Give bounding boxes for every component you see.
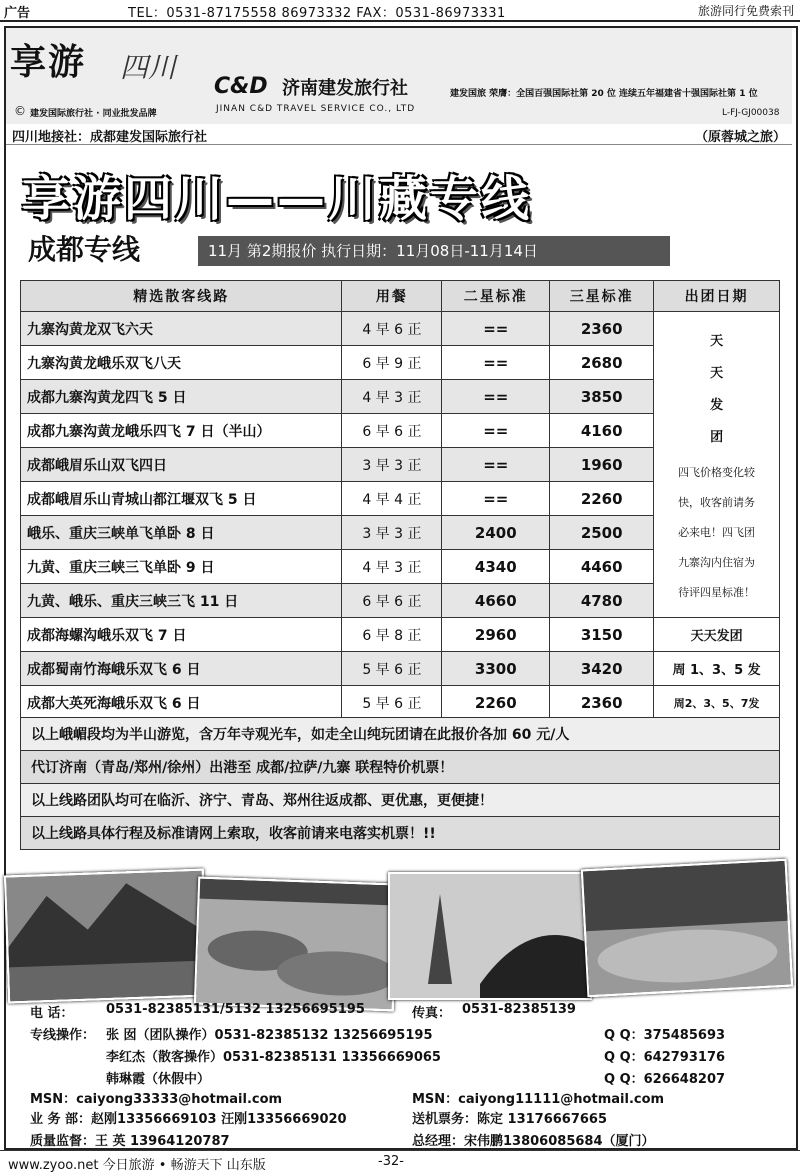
depart-line: 发	[710, 398, 724, 413]
photo-strip	[6, 858, 792, 1000]
brand-line: 建发国际旅行社 · 同业批发品牌	[30, 109, 157, 119]
meal: 4 早 6 正	[342, 312, 442, 346]
header-three-star: 三星标准	[550, 281, 654, 312]
three-star-price: 3150	[550, 618, 654, 652]
operator-2: 李红杰（散客操作）0531-82385131 13356669065	[106, 1050, 441, 1065]
operator-1-qq: Q Q：375485693	[604, 1028, 726, 1043]
meal: 6 早 6 正	[342, 584, 442, 618]
page-number: -32-	[378, 1154, 404, 1169]
logo-main: 享游	[10, 41, 87, 83]
meal: 6 早 8 正	[342, 618, 442, 652]
meal: 3 早 3 正	[342, 448, 442, 482]
honor-text: 建发国旅 荣膺：全国百强国际社第 20 位 连续五年福建省十强国际社第 1 位	[450, 89, 758, 99]
price-period: 11月 第2期报价 执行日期：11月08日-11月14日	[198, 236, 670, 266]
logo-sub: 四川	[120, 51, 177, 84]
copyright-icon: ©	[14, 104, 26, 118]
table-row	[21, 618, 780, 652]
operator-2-qq: Q Q：642793176	[604, 1050, 726, 1065]
route-name: 九黄、峨乐、重庆三峡三飞 11 日	[21, 584, 342, 618]
route-name: 成都大英死海峨乐双飞 6 日	[21, 686, 342, 720]
note-line: 代订济南（青岛/郑州/徐州）出港至 成都/拉萨/九寨 联程特价机票！	[20, 750, 780, 784]
table-row	[21, 652, 780, 686]
two-star-price: 2260	[442, 686, 550, 720]
route-name: 成都九寨沟黄龙四飞 5 日	[21, 380, 342, 414]
quality-supervision: 质量监督：王 英 13964120787	[30, 1134, 230, 1149]
local-agency: 四川地接社：成都建发国际旅行社	[12, 130, 208, 145]
subtitle: 成都专线	[28, 233, 141, 266]
three-star-price: 3420	[550, 652, 654, 686]
two-star-price: ==	[442, 380, 550, 414]
route-name: 成都海螺沟峨乐双飞 7 日	[21, 618, 342, 652]
meal: 6 早 6 正	[342, 414, 442, 448]
ticket-service: 送机票务：陈定 13176667665	[412, 1112, 608, 1127]
meal: 5 早 6 正	[342, 686, 442, 720]
route-name: 成都蜀南竹海峨乐双飞 6 日	[21, 652, 342, 686]
route-name: 九黄、重庆三峡三飞单卧 9 日	[21, 550, 342, 584]
general-manager: 总经理：宋伟鹏13806085684（厦门）	[412, 1134, 655, 1149]
two-star-price: ==	[442, 482, 550, 516]
three-star-price: 4160	[550, 414, 654, 448]
header-depart: 出团日期	[654, 281, 780, 312]
depart-note-line: 九寨沟内住宿为	[678, 556, 756, 569]
table-header-row	[21, 281, 780, 312]
depart-cell: 天天发团	[654, 618, 780, 652]
three-star-price: 4780	[550, 584, 654, 618]
meal: 4 早 4 正	[342, 482, 442, 516]
photo-huanglong-pools	[194, 877, 398, 1012]
ops-label: 专线操作：	[30, 1028, 96, 1043]
two-star-price: 2960	[442, 618, 550, 652]
depart-daily-cell	[654, 312, 780, 618]
three-star-price: 2680	[550, 346, 654, 380]
notes-block	[20, 718, 780, 850]
three-star-price: 4460	[550, 550, 654, 584]
phone-label: 电 话：	[30, 1006, 74, 1021]
meal: 4 早 3 正	[342, 380, 442, 414]
table-row	[21, 686, 780, 720]
three-star-price: 2360	[550, 312, 654, 346]
cd-logo: C&D	[214, 74, 268, 99]
depart-note-line: 必来电！四飞团	[678, 526, 756, 539]
header-route: 精选散客线路	[21, 281, 342, 312]
topbar-right-text: 旅游同行免费索刊	[697, 4, 794, 18]
two-star-price: 3300	[442, 652, 550, 686]
phone-number: 0531-82385131/5132 13256695195	[106, 1002, 365, 1017]
two-star-price: ==	[442, 448, 550, 482]
lake-image	[583, 861, 791, 995]
footer	[0, 1150, 800, 1173]
depart-note-line: 待评四星标准！	[678, 586, 756, 599]
depart-line: 团	[710, 430, 724, 445]
photo-jiuzhai-lake	[581, 859, 793, 998]
two-star-price: 2400	[442, 516, 550, 550]
depart-cell: 周2、3、5、7发	[654, 686, 780, 720]
two-star-price: 4660	[442, 584, 550, 618]
two-star-price: ==	[442, 312, 550, 346]
company-name: 济南建发旅行社	[282, 78, 408, 99]
depart-note-line: 四飞价格变化较	[678, 466, 756, 479]
three-star-price: 2360	[550, 686, 654, 720]
fax-label: 传真：	[412, 1006, 452, 1021]
meal: 3 早 3 正	[342, 516, 442, 550]
route-name: 九寨沟黄龙峨乐双飞八天	[21, 346, 342, 380]
table-row	[21, 312, 780, 346]
tagline: （原蓉城之旅）	[694, 130, 786, 145]
depart-cell: 周 1、3、5 发	[654, 652, 780, 686]
header-meal: 用餐	[342, 281, 442, 312]
depart-line: 天	[710, 334, 724, 349]
photo-mountain-lake	[4, 869, 208, 1004]
depart-line: 天	[710, 366, 724, 381]
route-name: 成都九寨沟黄龙峨乐四飞 7 日（半山）	[21, 414, 342, 448]
meal: 4 早 3 正	[342, 550, 442, 584]
photo-golden-summit	[388, 872, 592, 1000]
note-line: 以上线路团队均可在临沂、济宁、青岛、郑州往返成都、更优惠，更便捷！	[20, 783, 780, 817]
route-name: 九寨沟黄龙双飞六天	[21, 312, 342, 346]
header-two-star: 二星标准	[442, 281, 550, 312]
company-name-en: JINAN C&D TRAVEL SERVICE CO., LTD	[216, 104, 416, 114]
two-star-price: ==	[442, 414, 550, 448]
business-dept: 业 务 部：赵刚13356669103 汪刚13356669020	[30, 1112, 347, 1127]
depart-note-line: 快，收客前请务	[678, 496, 756, 509]
mountain-lake-image	[6, 871, 206, 1002]
temple-image	[390, 874, 590, 998]
meal: 5 早 6 正	[342, 652, 442, 686]
pools-image	[196, 879, 396, 1010]
msn-1: MSN：caiyong33333@hotmail.com	[30, 1092, 283, 1107]
two-star-price: ==	[442, 346, 550, 380]
route-table	[20, 280, 780, 720]
note-line: 以上线路具体行程及标准请网上索取，收客前请来电落实机票！!!	[20, 816, 780, 850]
ad-label: 广告	[4, 6, 31, 21]
meal: 6 早 9 正	[342, 346, 442, 380]
license-number: L-FJ-GJ00038	[722, 108, 780, 118]
three-star-price: 1960	[550, 448, 654, 482]
three-star-price: 3850	[550, 380, 654, 414]
topbar-contact: TEL：0531-87175558 86973332 FAX：0531-86973331	[128, 6, 506, 21]
route-name: 峨乐、重庆三峡单飞单卧 8 日	[21, 516, 342, 550]
two-star-price: 4340	[442, 550, 550, 584]
operator-3-qq: Q Q：626648207	[604, 1072, 726, 1087]
main-title: 享游四川——川藏专线	[22, 171, 533, 227]
fax-number: 0531-82385139	[462, 1002, 576, 1017]
route-name: 成都峨眉乐山双飞四日	[21, 448, 342, 482]
operator-1: 张 囡（团队操作）0531-82385132 13256695195	[106, 1028, 433, 1043]
note-line: 以上峨嵋段均为半山游览，含万年寺观光车，如走全山纯玩团请在此报价各加 60 元/人	[20, 717, 780, 751]
three-star-price: 2500	[550, 516, 654, 550]
three-star-price: 2260	[550, 482, 654, 516]
operator-3: 韩琳霞（休假中）	[106, 1072, 211, 1087]
msn-2: MSN：caiyong11111@hotmail.com	[412, 1092, 665, 1107]
route-name: 成都峨眉乐山青城山都江堰双飞 5 日	[21, 482, 342, 516]
footer-text: www.zyoo.net 今日旅游 • 畅游天下 山东版	[8, 1158, 266, 1173]
